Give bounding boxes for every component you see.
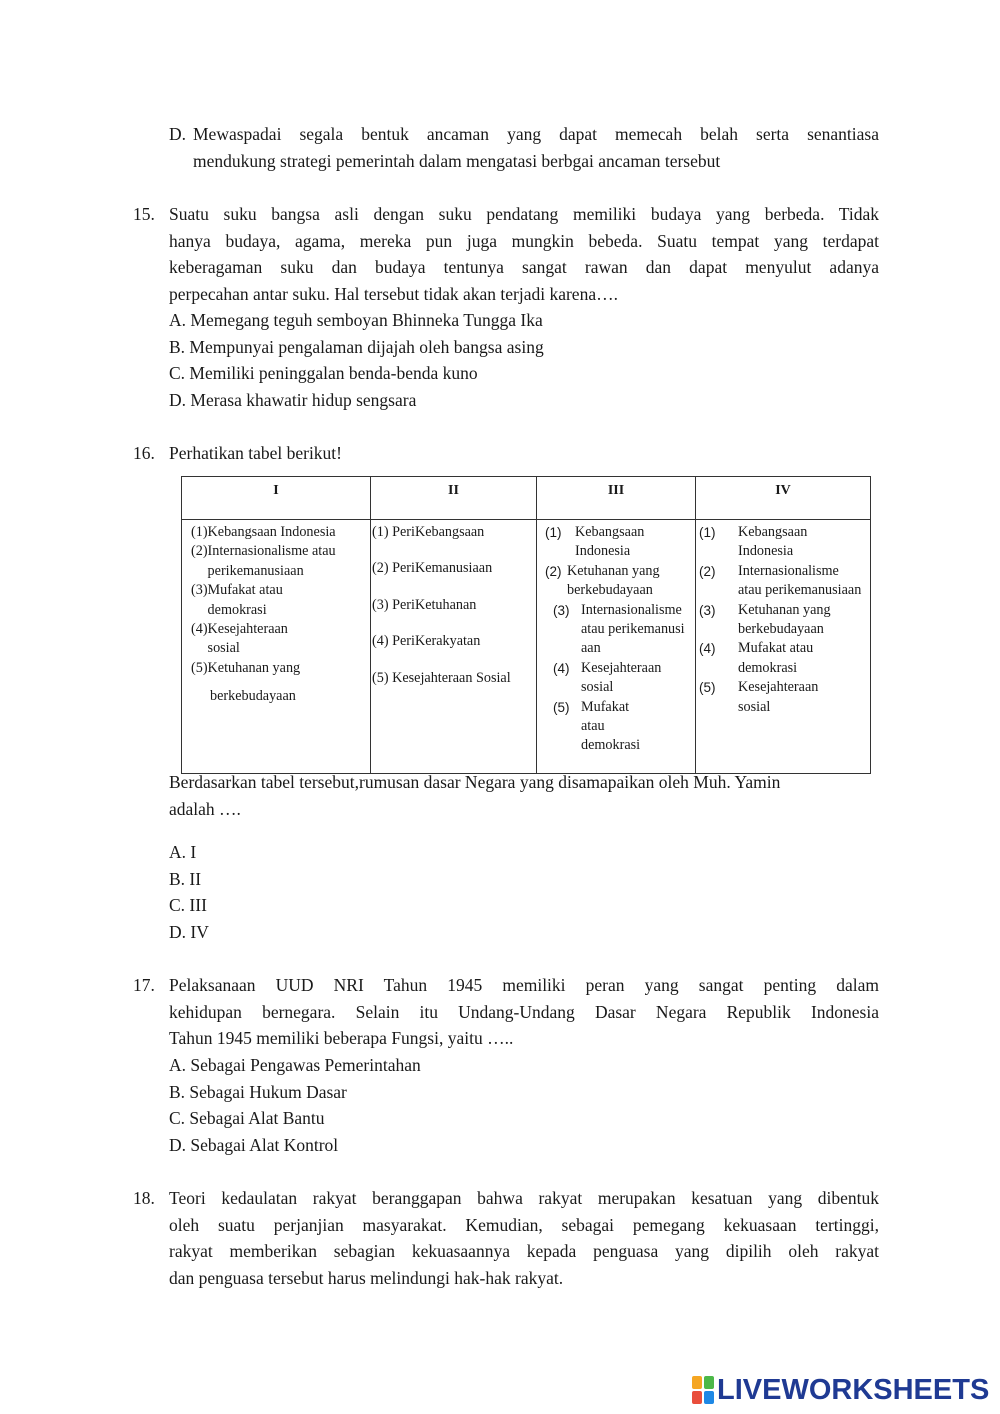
q17-option-c[interactable]: C. Sebagai Alat Bantu: [169, 1108, 325, 1128]
list-item: (5) Mufakat atau demokrasi: [553, 698, 641, 754]
logo-square: [692, 1376, 702, 1389]
q18-text-line1: Teori kedaulatan rakyat beranggapan bahwa rakyat merupakan kesatuan yang dibentuk: [169, 1188, 879, 1208]
q14-option-d-letter: D.: [169, 124, 187, 144]
q16-question-line1: Berdasarkan tabel tersebut,rumusan dasar Negara yang disamapaikan oleh Muh. Yamin: [169, 772, 781, 792]
list-item-continued: berkebudayaan: [210, 688, 296, 705]
list-item: (2) Ketuhanan yang berkebudayaan: [545, 562, 660, 599]
q15-option-d[interactable]: D. Merasa khawatir hidup sengsara: [169, 390, 417, 410]
q17-text-line1: Pelaksanaan UUD NRI Tahun 1945 memiliki peran yang sangat penting dalam: [169, 975, 879, 995]
logo-text: LIVEWORKSHEETS: [717, 1373, 990, 1406]
list-item: (1) PeriKebangsaan: [372, 524, 485, 540]
table-header-iii: III: [537, 477, 696, 520]
q16-table: [181, 476, 871, 774]
logo-mark-icon: [692, 1376, 714, 1404]
q16-number: 16.: [133, 443, 155, 463]
q15-text-line2: hanya budaya, agama, mereka pun juga mungkin bebeda. Suatu tempat yang terdapat: [169, 231, 879, 251]
q15-option-b[interactable]: B. Mempunyai pengalaman dijajah oleh bangsa asing: [169, 337, 544, 357]
q18-text-line3: rakyat memberikan sebagian kekuasaannya kepada penguasa yang dipilih oleh rakyat: [169, 1241, 879, 1261]
list-item: (1) Kebangsaan Indonesia: [699, 524, 808, 560]
q17-option-b[interactable]: B. Sebagai Hukum Dasar: [169, 1082, 347, 1102]
q16-option-d[interactable]: D. IV: [169, 922, 209, 942]
q16-option-b[interactable]: B. II: [169, 869, 202, 889]
q17-text-line2: kehidupan bernegara. Selain itu Undang-Undang Dasar Negara Republik Indonesia: [169, 1002, 879, 1022]
q14-option-d-line2: mendukung strategi pemerintah dalam mengatasi berbgai ancaman tersebut: [193, 151, 721, 171]
q15-option-a[interactable]: A. Memegang teguh semboyan Bhinneka Tungga Ika: [169, 310, 543, 330]
liveworksheets-logo[interactable]: [692, 1374, 989, 1406]
table-cell-col-ii: [371, 520, 537, 774]
q18-text-line2: oleh suatu perjanjian masyarakat. Kemudian, sebagai pemegang kekuasaan tertinggi,: [169, 1215, 879, 1235]
table-cell-col-iv: [696, 520, 871, 774]
list-item: (3) Ketuhanan yang berkebudayaan: [699, 601, 831, 638]
logo-square: [692, 1391, 702, 1404]
table-header-i: I: [182, 477, 371, 520]
q18-number: 18.: [133, 1188, 155, 1208]
list-item: (2) Internasionalisme atau perikemanusiaan: [699, 562, 862, 599]
q17-text-line3: Tahun 1945 memiliki beberapa Fungsi, yaitu …..: [169, 1028, 514, 1048]
list-item: (5) Ketuhanan yang: [191, 659, 301, 676]
q18-text-line4: dan penguasa tersebut harus melindungi hak-hak rakyat.: [169, 1268, 564, 1288]
q17-number: 17.: [133, 975, 155, 995]
q16-question-line2: adalah ….: [169, 799, 241, 819]
table-header-ii: II: [371, 477, 537, 520]
q17-option-a[interactable]: A. Sebagai Pengawas Pemerintahan: [169, 1055, 421, 1075]
list-item: (3) PeriKetuhanan: [372, 596, 477, 613]
list-item: (3) Mufakat atau demokrasi: [191, 582, 283, 618]
q17-option-d[interactable]: D. Sebagai Alat Kontrol: [169, 1135, 339, 1155]
q15-text-line3: keberagaman suku dan budaya tentunya sangat rawan dan dapat menyulut adanya: [169, 257, 879, 277]
list-item: (3) Internasionalisme atau perikemanusiaan: [553, 601, 685, 657]
list-item: (4) Kesejahteraan sosial: [553, 659, 662, 696]
q15-number: 15.: [133, 204, 155, 224]
list-item: (4) Kesejahteraan sosial: [191, 621, 288, 657]
list-item: (4) Mufakat atau demokrasi: [699, 640, 814, 676]
q16-intro: Perhatikan tabel berikut!: [169, 443, 342, 463]
table-header-iv: IV: [696, 477, 871, 520]
q16-option-c[interactable]: C. III: [169, 895, 207, 915]
list-item: (1) Kebangsaan Indonesia: [545, 524, 645, 560]
list-item: (4) PeriKerakyatan: [372, 633, 481, 650]
table-cell-col-i: [182, 520, 371, 774]
list-item: (1) Kebangsaan Indonesia: [191, 524, 336, 540]
logo-square: [704, 1391, 714, 1404]
list-item: (2) PeriKemanusiaan: [372, 560, 493, 577]
q15-text-line4: perpecahan antar suku. Hal tersebut tidak akan terjadi karena….: [169, 284, 618, 304]
list-item: (5) Kesejahteraan sosial: [699, 679, 819, 715]
list-item: (5) Kesejahteraan Sosial: [372, 669, 511, 686]
list-item: (2) Internasionalisme atau perikemanusiaan: [191, 543, 336, 579]
q14-option-d-line1: Mewaspadai segala bentuk ancaman yang dapat memecah belah serta senantiasa: [193, 124, 879, 144]
logo-square: [704, 1376, 714, 1389]
table-cell-col-iii: [537, 520, 696, 774]
q15-text-line1: Suatu suku bangsa asli dengan suku pendatang memiliki budaya yang berbeda. Tidak: [169, 204, 879, 224]
q16-option-a[interactable]: A. I: [169, 842, 197, 862]
q15-option-c[interactable]: C. Memiliki peninggalan benda-benda kuno: [169, 363, 478, 383]
